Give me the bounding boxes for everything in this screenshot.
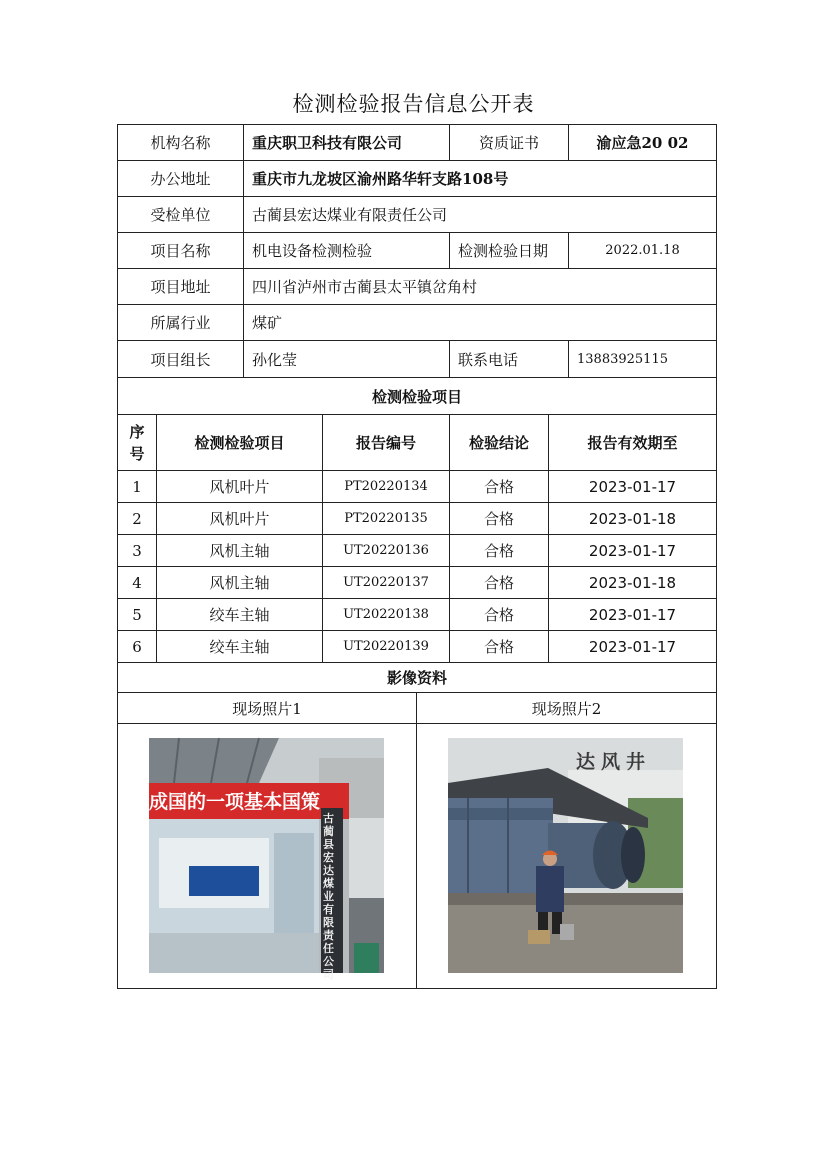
- leader-label: 项目组长: [117, 340, 244, 378]
- site-photo-2: [448, 738, 683, 973]
- row-seq: 1: [117, 470, 157, 503]
- row-conclusion: 合格: [449, 534, 549, 567]
- row-valid-until: 2023-01-17: [548, 598, 717, 631]
- images-section-title: 影像资料: [117, 662, 717, 693]
- row-report-no: UT20220136: [322, 534, 450, 567]
- photo2-sign-text: 达风井: [576, 751, 652, 773]
- row-item: 风机主轴: [156, 534, 323, 567]
- org-value: 重庆职卫科技有限公司: [243, 124, 450, 161]
- unit-value: 古蔺县宏达煤业有限责任公司: [243, 196, 717, 233]
- site-photo-1: [149, 738, 384, 981]
- row-valid-until: 2023-01-17: [548, 534, 717, 567]
- items-section-title: 检测检验项目: [117, 377, 717, 415]
- row-item: 风机主轴: [156, 566, 323, 599]
- row-report-no: UT20220137: [322, 566, 450, 599]
- row-report-no: PT20220134: [322, 470, 450, 503]
- row-report-no: PT20220135: [322, 502, 450, 535]
- page-title: 检测检验报告信息公开表: [292, 92, 535, 116]
- industry-label: 所属行业: [117, 304, 244, 341]
- row-report-no: UT20220139: [322, 630, 450, 663]
- addr-value: 重庆市九龙坡区渝州路华轩支路108号: [243, 160, 717, 197]
- row-seq: 5: [117, 598, 157, 631]
- row-item: 风机叶片: [156, 470, 323, 503]
- org-label: 机构名称: [117, 124, 244, 161]
- photo1-banner-text: 成国的一项基本国策: [149, 791, 321, 813]
- row-item: 风机叶片: [156, 502, 323, 535]
- leader-value: 孙化莹: [243, 340, 450, 378]
- row-seq: 3: [117, 534, 157, 567]
- header-valid-until: 报告有效期至: [548, 414, 717, 471]
- cert-label: 资质证书: [449, 124, 569, 161]
- photo1-label: 现场照片1: [117, 692, 417, 724]
- row-valid-until: 2023-01-17: [548, 630, 717, 663]
- unit-label: 受检单位: [117, 196, 244, 233]
- row-seq: 4: [117, 566, 157, 599]
- proj-label: 项目名称: [117, 232, 244, 269]
- industry-value: 煤矿: [243, 304, 717, 341]
- row-valid-until: 2023-01-18: [548, 502, 717, 535]
- row-valid-until: 2023-01-17: [548, 470, 717, 503]
- photo2-label: 现场照片2: [416, 692, 717, 724]
- header-seq: 序号: [117, 414, 157, 471]
- row-conclusion: 合格: [449, 566, 549, 599]
- header-item: 检测检验项目: [156, 414, 323, 471]
- site-value: 四川省泸州市古蔺县太平镇岔角村: [243, 268, 717, 305]
- cert-value: 渝应急20 02: [568, 124, 717, 161]
- row-valid-until: 2023-01-18: [548, 566, 717, 599]
- row-seq: 6: [117, 630, 157, 663]
- row-item: 绞车主轴: [156, 598, 323, 631]
- row-conclusion: 合格: [449, 502, 549, 535]
- addr-label: 办公地址: [117, 160, 244, 197]
- photo1-sign-text: 古蔺县宏达煤业有限责任公司: [323, 812, 334, 981]
- row-conclusion: 合格: [449, 598, 549, 631]
- report-table: [117, 124, 717, 989]
- site-label: 项目地址: [117, 268, 244, 305]
- row-conclusion: 合格: [449, 630, 549, 663]
- date-label: 检测检验日期: [449, 232, 569, 269]
- row-seq: 2: [117, 502, 157, 535]
- row-report-no: UT20220138: [322, 598, 450, 631]
- header-conclusion: 检验结论: [449, 414, 549, 471]
- row-conclusion: 合格: [449, 470, 549, 503]
- phone-value: 13883925115: [568, 340, 717, 378]
- phone-label: 联系电话: [449, 340, 569, 378]
- proj-value: 机电设备检测检验: [243, 232, 450, 269]
- date-value: 2022.01.18: [568, 232, 717, 269]
- row-item: 绞车主轴: [156, 630, 323, 663]
- header-report-no: 报告编号: [322, 414, 450, 471]
